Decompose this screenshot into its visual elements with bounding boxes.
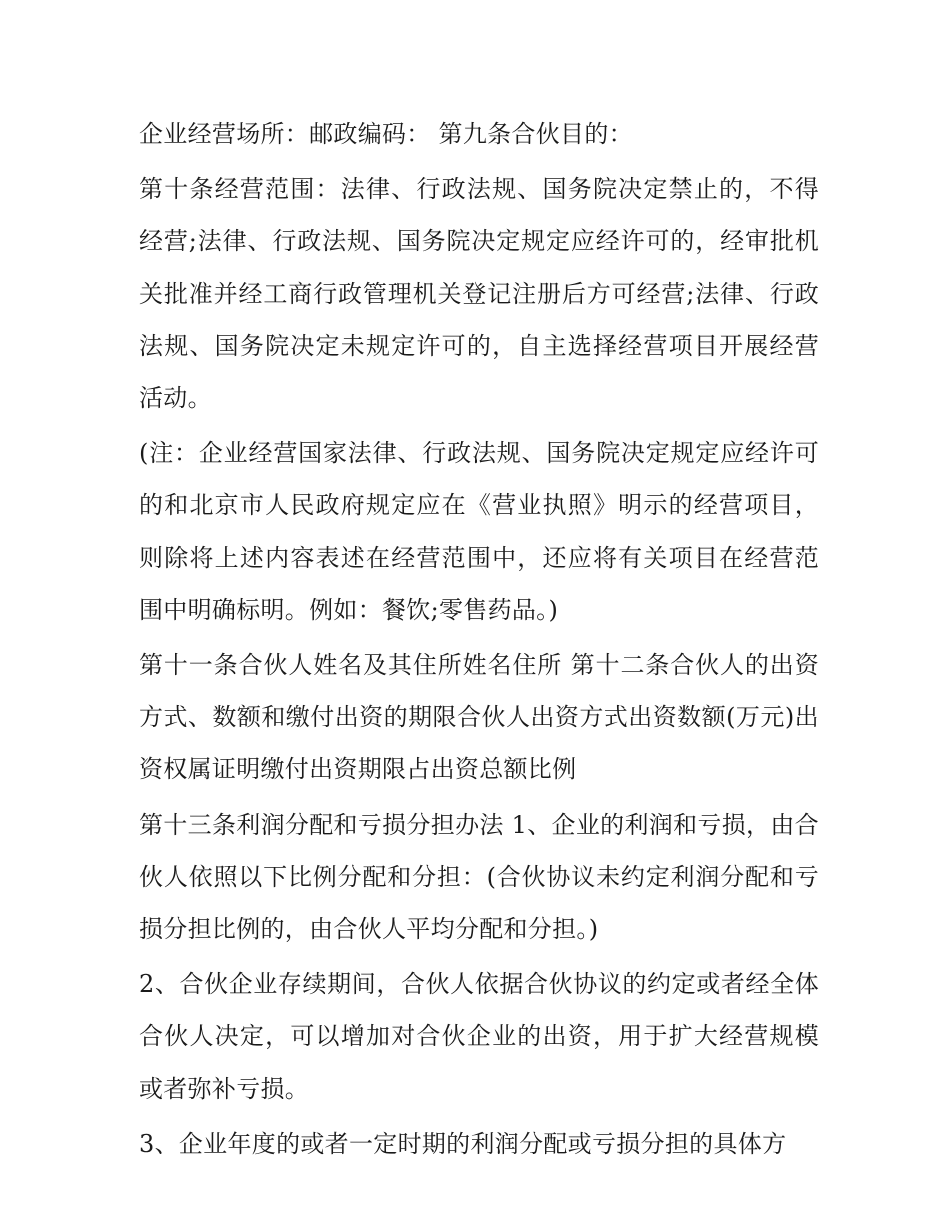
paragraph-article-10-business-scope: 第十条经营范围：法律、行政法规、国务院决定禁止的，不得经营;法律、行政法规、国务院决定规定应经许可的，经审批机关批准并经工商行政管理机关登记注册后方可经营;法律、行政法规、国务院决定未规定许可的，自主选择经营项目开展经营活动。 bbox=[139, 175, 819, 413]
paragraph-article-13-profit-loss: 第十三条利润分配和亏损分担办法 1、企业的利润和亏损，由合伙人依照以下比例分配和分担：(合伙协议未约定利润分配和亏损分担比例的，由合伙人平均分配和分担。) bbox=[139, 810, 819, 944]
paragraph-item-2-capital-increase: 2、合伙企业存续期间，合伙人依据合伙协议的约定或者经全体合伙人决定，可以增加对合伙企业的出资，用于扩大经营规模或者弥补亏损。 bbox=[139, 970, 819, 1103]
paragraph-item-3-distribution: 3、企业年度的或者一定时期的利润分配或亏损分担的具体方 bbox=[139, 1129, 787, 1158]
paragraph-business-premises: 企业经营场所：邮政编码： 第九条合伙目的： bbox=[139, 120, 633, 148]
paragraph-note-licensing: (注：企业经营国家法律、行政法规、国务院决定规定应经许可的和北京市人民政府规定应在《营业执照》明示的经营项目，则除将上述内容表述在经营范围中，还应将有关项目在经营范围中明确标明。例如：餐饮;零售药品。) bbox=[139, 439, 819, 624]
document-body bbox=[139, 108, 819, 1173]
paragraph-articles-11-12-partners: 第十一条合伙人姓名及其住所姓名住所 第十二条合伙人的出资方式、数额和缴付出资的期限合伙人出资方式出资数额(万元)出资权属证明缴付出资期限占出资总额比例 bbox=[139, 651, 819, 784]
